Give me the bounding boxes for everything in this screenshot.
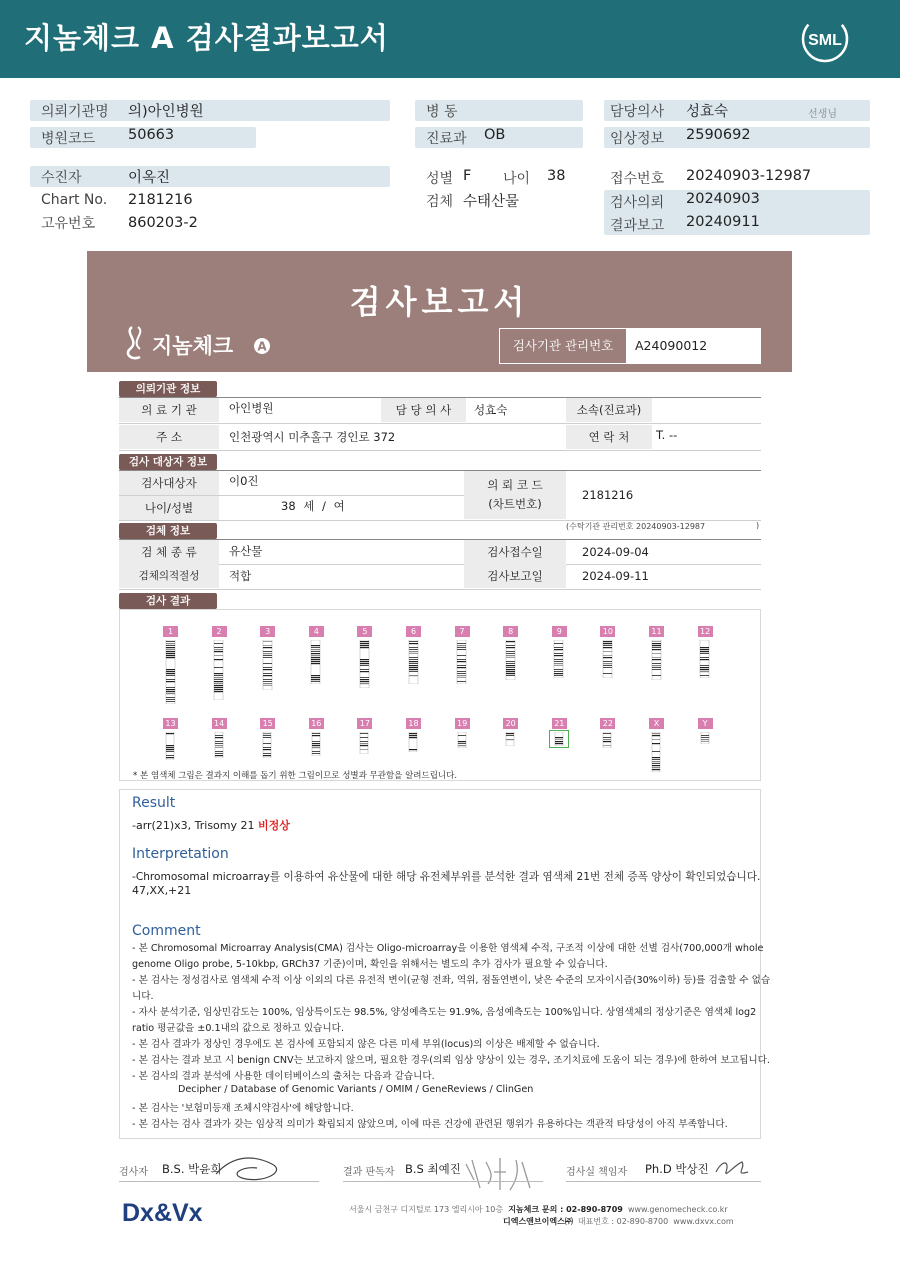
chromosome-11 xyxy=(650,640,663,680)
sex-value: F xyxy=(463,168,472,184)
comment-line: ratio 평균값을 ±0.1내의 값으로 정하고 있습니다. xyxy=(132,1023,344,1034)
chromosome-6 xyxy=(407,640,420,684)
interpretation-title: Interpretation xyxy=(132,846,229,862)
requesting-org-value: 의)아인병원 xyxy=(128,104,204,120)
chromosome-label-12: 12 xyxy=(698,626,713,637)
id-value: 860203-2 xyxy=(128,215,198,231)
chromosome-label-4: 4 xyxy=(309,626,324,637)
chromosome-label-11: 11 xyxy=(649,626,664,637)
org-addr-label: 주 소 xyxy=(119,425,219,449)
comment-line: 니다. xyxy=(132,991,154,1002)
chromosome-4 xyxy=(309,640,322,684)
karyogram xyxy=(119,609,761,781)
dept-value: OB xyxy=(484,127,506,143)
hospital-code-label: 병원코드 xyxy=(41,131,96,147)
chromosome-label-13: 13 xyxy=(163,718,178,729)
subject-name-label: 검사대상자 xyxy=(119,471,219,495)
chromosome-label-18: 18 xyxy=(406,718,421,729)
chromosome-label-2: 2 xyxy=(212,626,227,637)
doctor-value: 성효숙 xyxy=(686,104,729,120)
id-label: 고유번호 xyxy=(41,216,96,232)
age-value: 38 xyxy=(547,168,566,184)
page-title: 지놈체크 A 검사결과보고서 xyxy=(24,21,389,55)
subject-code-value: 2181216 xyxy=(582,488,634,502)
chromosome-18 xyxy=(407,732,419,752)
chromosome-22 xyxy=(601,732,613,748)
subject-agesex-value: 38 세 / 여 xyxy=(281,499,345,513)
chromosome-8 xyxy=(504,640,517,680)
chromosome-label-5: 5 xyxy=(357,626,372,637)
chromosome-label-10: 10 xyxy=(600,626,615,637)
org-dept-label: 소속(진료과) xyxy=(566,398,652,422)
receipt-label: 접수번호 xyxy=(610,171,665,187)
chart-value: 2181216 xyxy=(128,192,193,208)
chromosome-label-17: 17 xyxy=(357,718,372,729)
chromosome-12 xyxy=(698,640,711,678)
interpretation-karyotype: 47,XX,+21 xyxy=(132,884,192,897)
section-test-result: 검사 결과 xyxy=(119,593,217,609)
specimen-type-label: 검 체 종 류 xyxy=(119,540,219,564)
chromosome-label-9: 9 xyxy=(552,626,567,637)
examinee-value: 이옥진 xyxy=(128,170,171,186)
section-subject-info: 검사 대상자 정보 xyxy=(119,454,217,470)
chromosome-16 xyxy=(310,732,322,756)
specimen-reported-value: 2024-09-11 xyxy=(582,569,649,583)
chromosome-17 xyxy=(358,732,370,754)
brand-name: 지놈체크 xyxy=(152,334,234,358)
chromosome-21-highlight xyxy=(549,730,569,748)
chromosome-label-6: 6 xyxy=(406,626,421,637)
director-signature xyxy=(712,1154,752,1184)
chromosome-5 xyxy=(358,640,371,688)
chromosome-label-14: 14 xyxy=(212,718,227,729)
specimen-reported-label: 검사보고일 xyxy=(464,564,566,588)
comment-line: - 본 Chromosomal Microarray Analysis(CMA) 검사는 Oligo-microarray을 이용한 염색체 수적, 구조적 이상에 대한 선별 검사(700,000개 whole xyxy=(132,943,764,954)
footer-genomecheck-web: www.genomecheck.co.kr xyxy=(627,1205,728,1214)
chromosome-X xyxy=(650,732,662,772)
sml-logo xyxy=(798,12,852,66)
management-number-value: A24090012 xyxy=(635,338,708,353)
subject-name-value: 이0진 xyxy=(229,474,259,488)
reviewer-label: 결과 판독자 xyxy=(343,1167,395,1178)
chromosome-label-20: 20 xyxy=(503,718,518,729)
footer-genomecheck-contact: 지놈체크 문의 : 02-890-8709 xyxy=(508,1205,623,1214)
brand-mark: A xyxy=(257,339,267,354)
comment-line: - 본 검사 결과가 정상인 경우에도 본 검사에 포함되지 않은 다른 미세 부위(locus)의 이상은 배제할 수 없습니다. xyxy=(132,1039,600,1050)
comment-title: Comment xyxy=(132,923,201,939)
info-bar xyxy=(30,166,390,187)
comment-line: - 본 검사는 결과 보고 시 benign CNV는 보고하지 않으며, 필요한 경우(의뢰 임상 양상이 있는 경우, 조기치료에 도움이 되는 경우)에 한하여 보고됩니다. xyxy=(132,1055,770,1066)
footer-main-contact: 대표번호 : 02-890-8700 xyxy=(577,1217,669,1226)
subject-agesex-label: 나이/성별 xyxy=(119,496,219,520)
section-specimen-info: 검체 정보 xyxy=(119,523,217,539)
org-name-label: 의 료 기 관 xyxy=(119,398,219,422)
reviewer-name: B.S 최예진 xyxy=(405,1162,461,1176)
age-label: 나이 xyxy=(503,171,531,187)
subject-code-label-box xyxy=(464,471,566,519)
clinical-label: 임상정보 xyxy=(610,131,665,147)
reviewer-signature xyxy=(460,1150,542,1196)
chromosome-3 xyxy=(261,640,274,690)
chromosome-19 xyxy=(456,732,468,748)
result-flag: 비정상 xyxy=(258,819,290,832)
divider xyxy=(119,450,761,451)
comment-line: - 자사 분석기준, 임상민감도는 100%, 임상특이도는 98.5%, 양성예측도는 91.9%, 음성예측도는 100%입니다. 상염색체의 정상기준은 염색체 log2 xyxy=(132,1007,757,1018)
report-value: 20240911 xyxy=(686,214,760,230)
chromosome-10 xyxy=(601,640,614,678)
footer-dxvx-web: www.dxvx.com xyxy=(673,1217,734,1226)
org-addr-value: 인천광역시 미추홀구 경인로 372 xyxy=(229,430,396,444)
chromosome-1 xyxy=(164,640,177,704)
footer-line-2 xyxy=(503,1216,734,1227)
sml-logo-text: SML xyxy=(808,32,842,49)
specimen-label: 검체 xyxy=(426,194,454,210)
chromosome-20 xyxy=(504,732,516,746)
chromosome-2 xyxy=(212,640,225,700)
specimen-received-label: 검사접수일 xyxy=(464,540,566,564)
management-number-label: 검사기관 관리번호 xyxy=(500,329,627,363)
sex-label: 성별 xyxy=(426,171,454,187)
chromosome-9 xyxy=(552,640,565,678)
genomecheck-logo xyxy=(122,321,282,365)
footer-line-1 xyxy=(349,1204,728,1215)
report-label: 결과보고 xyxy=(610,218,665,234)
footer-company: 디엑스앤브이엑스㈜ xyxy=(503,1217,573,1226)
specimen-received-value: 2024-09-04 xyxy=(582,545,649,559)
result-text: -arr(21)x3, Trisomy 21 xyxy=(132,819,255,832)
chromosome-label-Y: Y xyxy=(698,718,713,729)
comment-line: genome Oligo probe, 5-10kbp, GRCh37 기준)이며, 확인을 위해서는 별도의 추가 검사가 필요할 수 있습니다. xyxy=(132,959,608,970)
tester-label: 검사자 xyxy=(119,1167,148,1178)
request-value: 20240903 xyxy=(686,191,760,207)
result-title: Result xyxy=(132,795,176,811)
chromosome-label-1: 1 xyxy=(163,626,178,637)
chromosome-label-3: 3 xyxy=(260,626,275,637)
org-doctor-value: 성효숙 xyxy=(474,403,508,417)
divider xyxy=(119,1181,319,1182)
specimen-adequacy-value: 적합 xyxy=(229,569,252,583)
org-contact-value: T. -- xyxy=(656,428,678,442)
dxvx-logo: Dx&Vx xyxy=(122,1199,203,1227)
subject-code-label-2: (차트번호) xyxy=(488,497,542,511)
receipt-value: 20240903-12987 xyxy=(686,168,812,184)
footer-address: 서울시 금천구 디지털로 173 엘리시아 10층 xyxy=(349,1205,504,1214)
report-header xyxy=(87,251,792,372)
specimen-type-value: 유산물 xyxy=(229,544,263,558)
comment-line: - 본 검사는 정성검사로 염색체 수적 이상 이외의 다른 유전적 변이(균형 전좌, 역위, 점돌연변이, 낮은 수준의 모자이시즘(30%이하) 등)를 검출할 수 없습 xyxy=(132,975,771,986)
doctor-suffix: 선생님 xyxy=(808,109,837,120)
comment-line: - 본 검사의 결과 분석에 사용한 데이터베이스의 출처는 다음과 같습니다. xyxy=(132,1071,435,1082)
ward-label: 병 동 xyxy=(426,104,458,120)
chromosome-Y xyxy=(699,732,711,744)
requesting-org-label: 의뢰기관명 xyxy=(41,104,109,120)
chromosome-label-21: 21 xyxy=(552,718,567,729)
specimen-note-close: ) xyxy=(756,521,760,530)
chromosome-label-X: X xyxy=(649,718,664,729)
chromosome-label-16: 16 xyxy=(309,718,324,729)
subject-code-label: 의 뢰 코 드 xyxy=(487,478,543,492)
chromosome-label-22: 22 xyxy=(600,718,615,729)
comment-line: Decipher / Database of Genomic Variants / OMIM / GeneReviews / ClinGen xyxy=(178,1084,534,1095)
divider xyxy=(119,589,761,590)
comment-line: - 본 검사는 '보험미등재 조체시약검사'에 해당합니다. xyxy=(132,1103,354,1114)
karyogram-note: * 본 염색체 그림은 결과지 이해를 돕기 위한 그림이므로 성별과 무관함을 알려드립니다. xyxy=(133,771,458,781)
specimen-adequacy-label: 검체의적절성 xyxy=(119,564,219,588)
report-title: 검사보고서 xyxy=(349,283,530,321)
director-name: Ph.D 박상진 xyxy=(645,1162,709,1176)
comment-line: - 본 검사는 검사 결과가 갖는 임상적 의미가 확립되지 않았으며, 이에 따른 건강에 관련된 행위가 유용하다는 객관적 타당성이 아직 부족합니다. xyxy=(132,1119,728,1130)
dept-label: 진료과 xyxy=(426,131,467,147)
clinical-value: 2590692 xyxy=(686,127,751,143)
hospital-code-value: 50663 xyxy=(128,127,175,143)
section-org-info: 의뢰기관 정보 xyxy=(119,381,217,397)
chromosome-7 xyxy=(455,640,468,684)
specimen-note: (수탁기관 관리번호 20240903-12987 xyxy=(566,522,706,531)
doctor-label: 담당의사 xyxy=(610,104,665,120)
director-label: 검사실 책임자 xyxy=(566,1167,628,1178)
org-name-value: 아인병원 xyxy=(229,401,274,415)
result-line xyxy=(132,817,290,833)
examinee-label: 수진자 xyxy=(41,170,82,186)
chromosome-14 xyxy=(213,732,225,758)
org-contact-label: 연 락 처 xyxy=(566,425,652,449)
specimen-value: 수태산물 xyxy=(463,194,520,210)
divider xyxy=(566,1181,761,1182)
request-label: 검사의뢰 xyxy=(610,195,665,211)
org-doctor-label: 담 당 의 사 xyxy=(381,398,466,422)
interpretation-line: -Chromosomal microarray를 이용하여 유산물에 대한 해당 유전체부위를 분석한 결과 염색체 21번 전체 증폭 양상이 확인되었습니다. xyxy=(132,871,761,883)
management-number-box xyxy=(499,328,761,364)
divider xyxy=(343,1181,543,1182)
tester-name: B.S. 박윤희 xyxy=(162,1162,222,1176)
chromosome-label-19: 19 xyxy=(455,718,470,729)
chart-label: Chart No. xyxy=(41,192,108,208)
page-header xyxy=(0,0,900,78)
chromosome-label-15: 15 xyxy=(260,718,275,729)
result-box xyxy=(119,789,771,1139)
chromosome-15 xyxy=(261,732,273,758)
chromosome-label-8: 8 xyxy=(503,626,518,637)
chromosome-13 xyxy=(164,732,176,760)
chromosome-label-7: 7 xyxy=(455,626,470,637)
